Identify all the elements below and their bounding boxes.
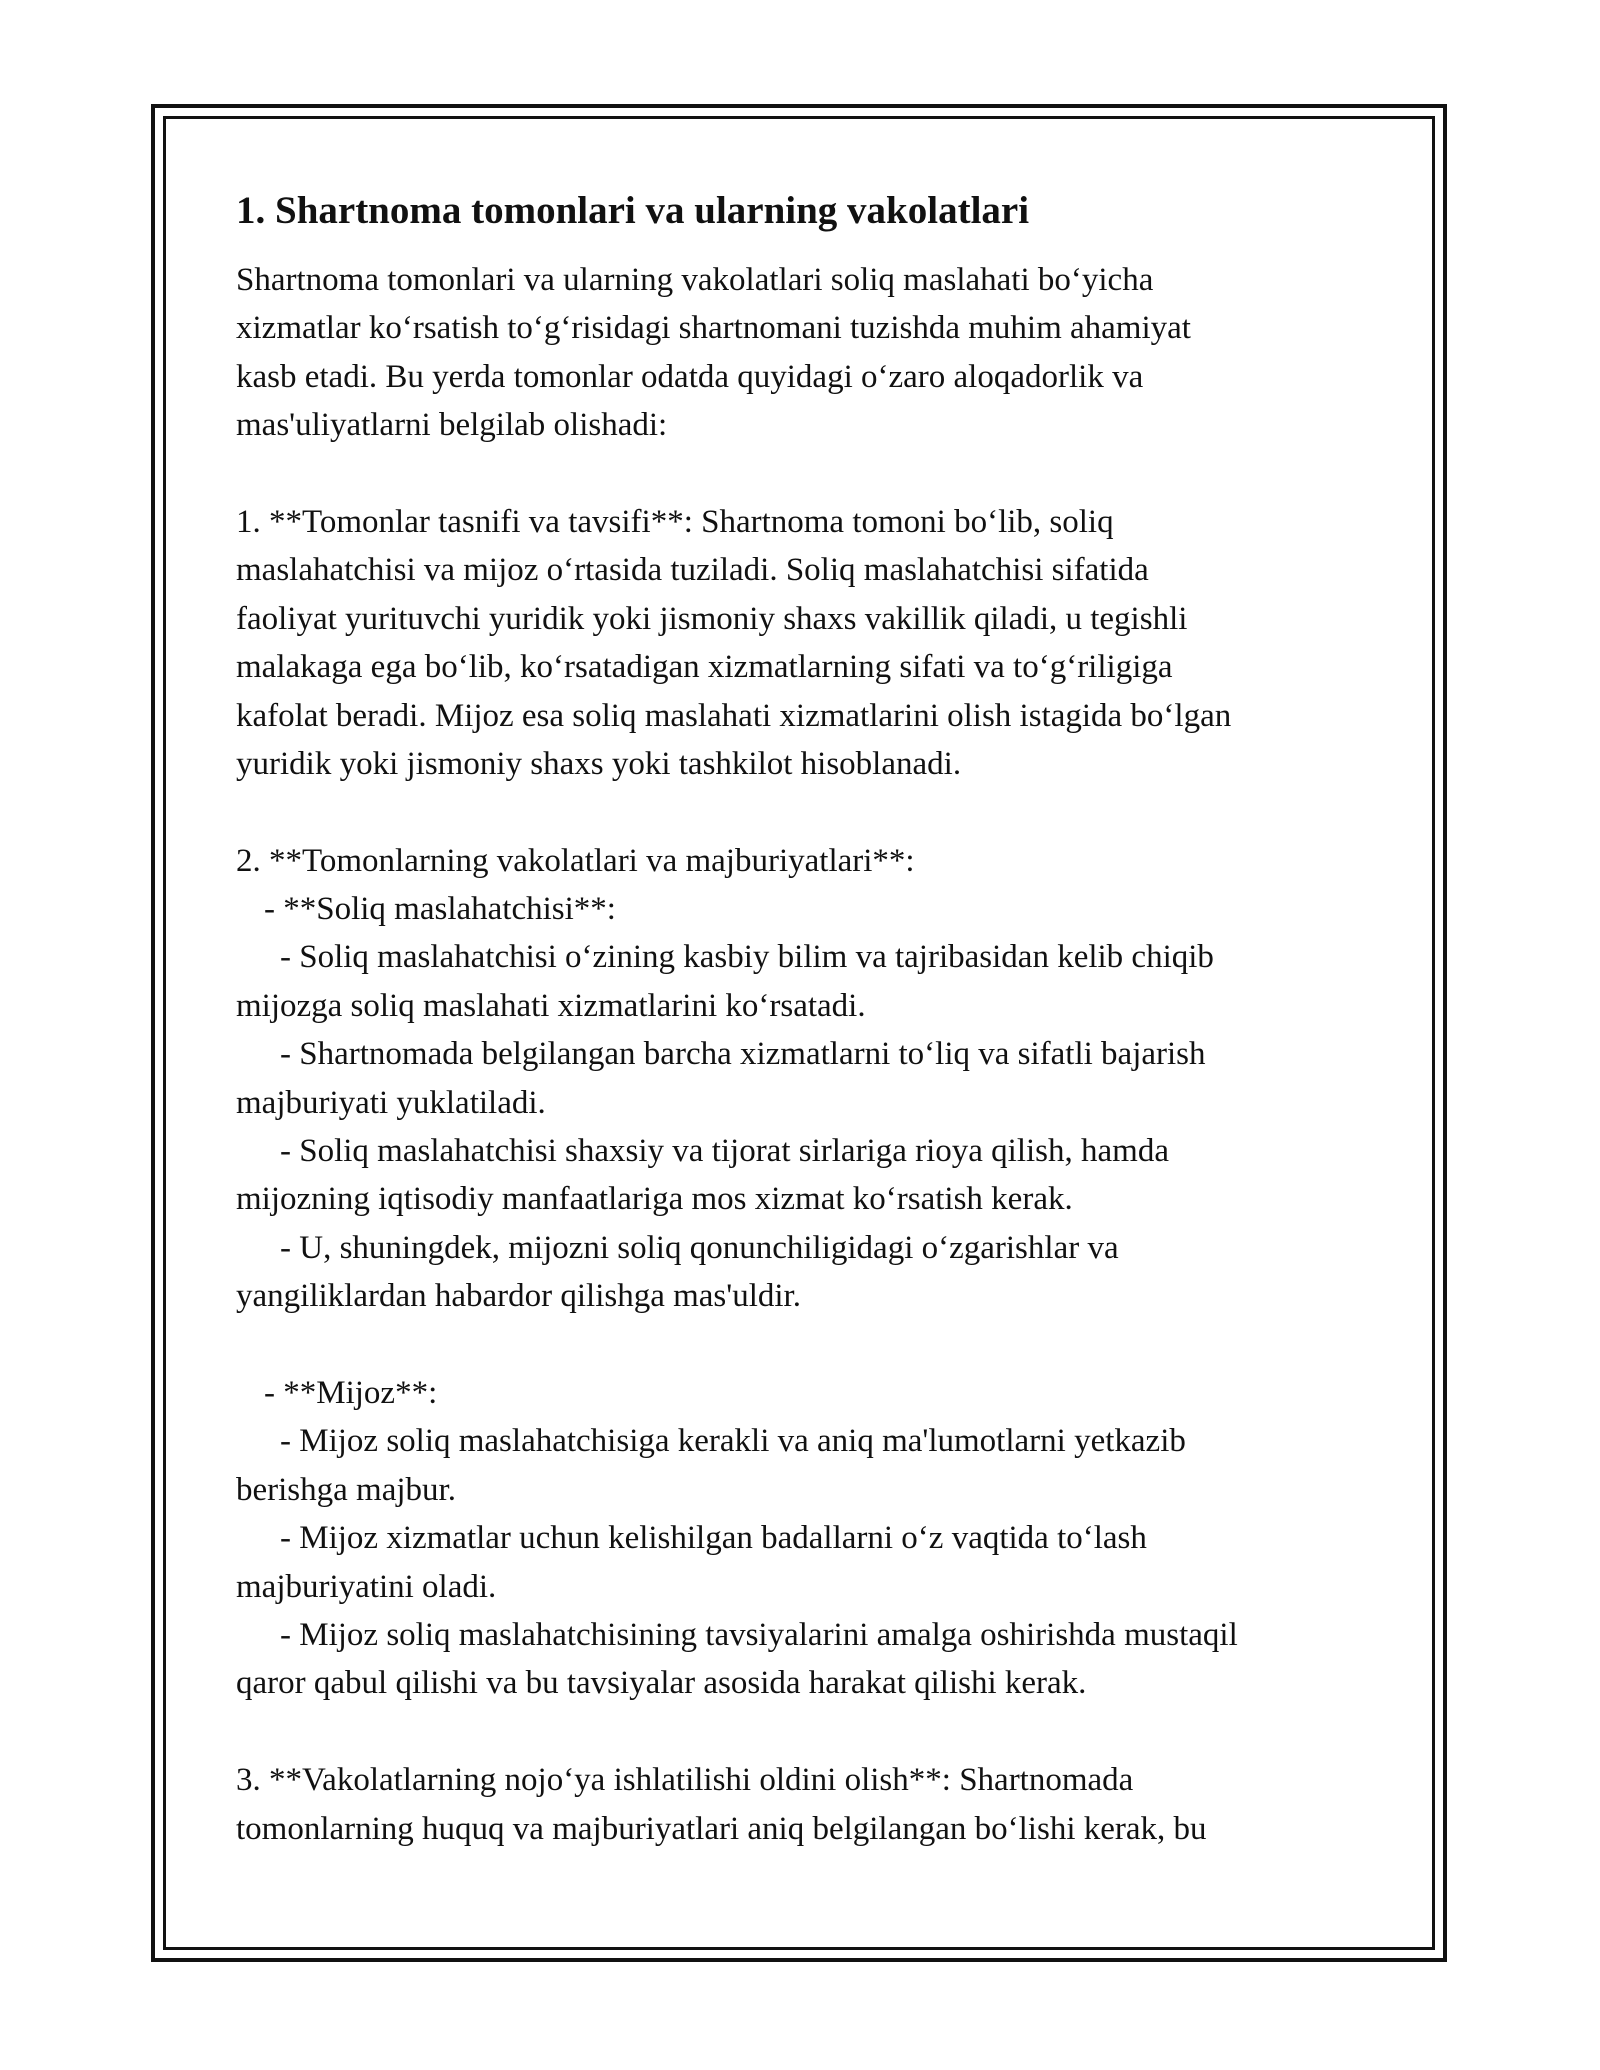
text-line: - Soliq maslahatchisi shaxsiy va tijorat sirlariga rioya qilish, hamda <box>280 1133 1169 1170</box>
text-line: xizmatlar ko‘rsatish to‘g‘risidagi shartnomani tuzishda muhim ahamiyat <box>236 310 1191 347</box>
text-line: faoliyat yurituvchi yuridik yoki jismoniy shaxs vakillik qiladi, u tegishli <box>236 600 1188 637</box>
text-line: 2. **Tomonlarning vakolatlari va majburiyatlari**: <box>236 842 915 879</box>
blank-line <box>236 1708 1366 1756</box>
text-line: qaror qabul qilishi va bu tavsiyalar asosida harakat qilishi kerak. <box>236 1665 1087 1702</box>
text-line: kafolat beradi. Mijoz esa soliq maslahati xizmatlarini olish istagida bo‘lgan <box>236 697 1232 734</box>
text-line: maslahatchisi va mijoz o‘rtasida tuziladi. Soliq maslahatchisi sifatida <box>236 552 1149 589</box>
text-line: Shartnoma tomonlari va ularning vakolatlari soliq maslahati bo‘yicha <box>236 262 1154 298</box>
section-heading: 1. Shartnoma tomonlari va ularning vakolatlari <box>236 189 1030 232</box>
text-line: malakaga ega bo‘lib, ko‘rsatadigan xizmatlarning sifati va to‘g‘riligiga <box>236 649 1173 686</box>
text-line: majburiyati yuklatiladi. <box>236 1084 546 1121</box>
text-line: majburiyatini oladi. <box>236 1568 497 1605</box>
document-body <box>236 186 1366 1853</box>
text-line: yuridik yoki jismoniy shaxs yoki tashkilot hisoblanadi. <box>236 745 962 782</box>
paragraph-lines <box>236 256 1366 1853</box>
text-line: berishga majbur. <box>236 1471 456 1508</box>
text-line: mijozning iqtisodiy manfaatlariga mos xizmat ko‘rsatish kerak. <box>236 1181 1073 1218</box>
text-line: - **Mijoz**: <box>264 1374 438 1411</box>
text-line: 3. **Vakolatlarning nojo‘ya ishlatilishi oldini olish**: Shartnomada <box>236 1762 1134 1799</box>
text-line: tomonlarning huquq va majburiyatlari aniq belgilangan bo‘lishi kerak, bu <box>236 1810 1207 1847</box>
text-line: kasb etadi. Bu yerda tomonlar odatda quyidagi o‘zaro aloqadorlik va <box>236 358 1144 395</box>
text-line: mijozga soliq maslahati xizmatlarini ko‘rsatadi. <box>236 987 866 1024</box>
text-line: mas'uliyatlarni belgilab olishadi: <box>236 407 668 444</box>
text-line: - Mijoz soliq maslahatchisining tavsiyalarini amalga oshirishda mustaqil <box>280 1616 1238 1653</box>
blank-line <box>236 450 1366 498</box>
text-line: - U, shuningdek, mijozni soliq qonunchiligidagi o‘zgarishlar va <box>280 1229 1119 1266</box>
text-line: - Shartnomada belgilangan barcha xizmatlarni to‘liq va sifatli bajarish <box>280 1036 1206 1073</box>
text-line: yangiliklardan habardor qilishga mas'uldir. <box>236 1278 801 1315</box>
text-line: - Soliq maslahatchisi o‘zining kasbiy bilim va tajribasidan kelib chiqib <box>280 939 1214 976</box>
blank-line <box>236 788 1366 836</box>
text-line: - Mijoz xizmatlar uchun kelishilgan badallarni o‘z vaqtida to‘lash <box>280 1520 1147 1557</box>
blank-line <box>236 1321 1366 1369</box>
text-line: 1. **Tomonlar tasnifi va tavsifi**: Shartnoma tomoni bo‘lib, soliq <box>236 503 1114 540</box>
text-line: - **Soliq maslahatchisi**: <box>264 891 616 928</box>
text-line: - Mijoz soliq maslahatchisiga kerakli va aniq ma'lumotlarni yetkazib <box>280 1423 1186 1460</box>
